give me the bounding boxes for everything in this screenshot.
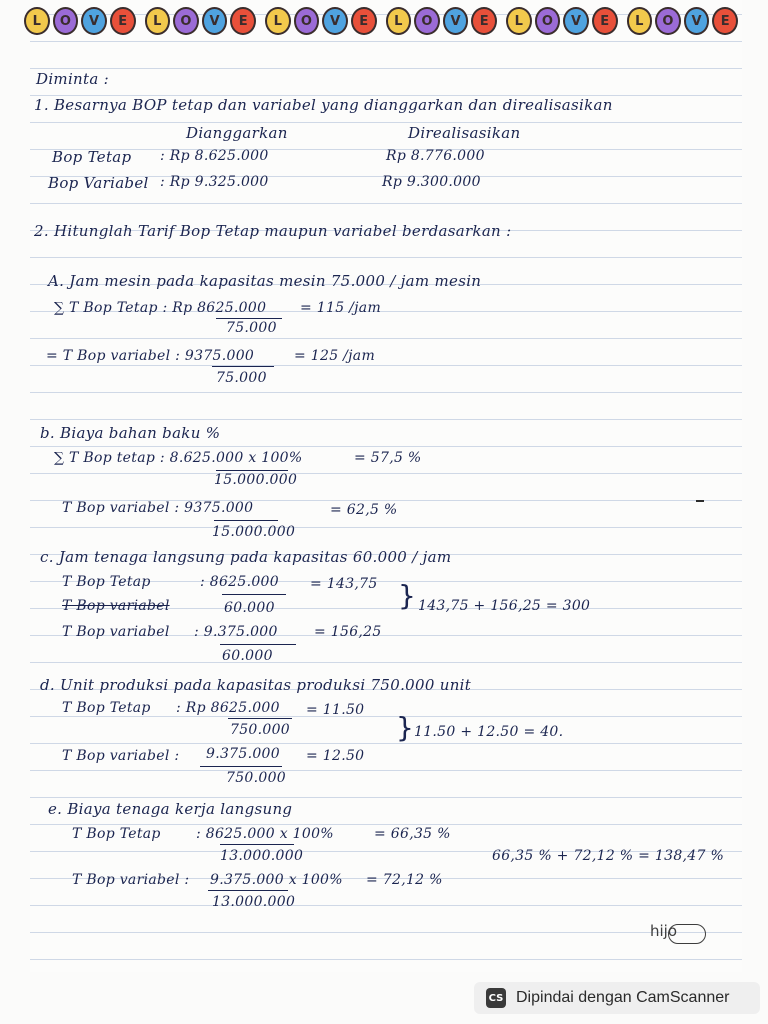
part-b-tetap-fraction-bar (216, 470, 288, 471)
love-letter-l: L (145, 7, 171, 35)
camscanner-logo-icon: CS (486, 988, 506, 1008)
love-letter-o: O (294, 7, 320, 35)
part-d-heading: d. Unit produksi pada kapasitas produksi 750.000 unit (40, 676, 472, 694)
part-e-tetap-denominator: 13.000.000 (220, 848, 304, 864)
love-letter-o: O (655, 7, 681, 35)
part-b-heading: b. Biaya bahan baku % (40, 424, 221, 442)
part-e-tetap-result: = 66,35 % (374, 826, 451, 842)
part-b-variabel-result: = 62,5 % (330, 502, 398, 518)
hijo-stamp: hijo (650, 922, 678, 940)
part-b-tetap-numerator: ∑ T Bop tetap : 8.625.000 x 100% (54, 450, 303, 466)
row-bop-tetap-label: Bop Tetap (52, 148, 132, 166)
question-2: 2. Hitunglah Tarif Bop Tetap maupun variabel berdasarkan : (34, 222, 512, 240)
cloud-icon (668, 924, 706, 944)
part-d-tetap-numerator: : Rp 8625.000 (176, 700, 280, 716)
column-direalisasikan: Direalisasikan (408, 124, 521, 142)
row-bop-tetap-budget: : Rp 8.625.000 (160, 148, 269, 164)
part-a-variabel-denominator: 75.000 (216, 370, 267, 386)
love-letter-o: O (535, 7, 561, 35)
part-b-variabel-fraction-bar (214, 520, 278, 521)
love-letter-e: E (471, 7, 497, 35)
love-letter-o: O (53, 7, 79, 35)
part-e-variabel-result: = 72,12 % (366, 872, 443, 888)
part-a-variabel-fraction-bar (212, 366, 274, 367)
part-b-tetap-denominator: 15.000.000 (214, 472, 298, 488)
part-e-total: 66,35 % + 72,12 % = 138,47 % (492, 848, 725, 864)
part-d-variabel-result: = 12.50 (306, 748, 365, 764)
part-e-tetap-label: T Bop Tetap (72, 826, 161, 842)
love-letter-l: L (627, 7, 653, 35)
love-letter-v: V (202, 7, 228, 35)
love-letter-v: V (443, 7, 469, 35)
part-d-variabel-denominator: 750.000 (226, 770, 286, 786)
part-e-tetap-fraction-bar (220, 844, 294, 845)
part-a-variabel-numerator: = T Bop variabel : 9375.000 (46, 348, 255, 364)
love-letter-l: L (386, 7, 412, 35)
part-e-variabel-denominator: 13.000.000 (212, 894, 296, 910)
part-e-tetap-numerator: : 8625.000 x 100% (196, 826, 334, 842)
part-c-tetap-fraction-bar (222, 594, 286, 595)
camscanner-watermark (474, 982, 760, 1014)
love-letter-l: L (506, 7, 532, 35)
part-e-variabel-label: T Bop variabel : (72, 872, 190, 888)
part-b-variabel-numerator: T Bop variabel : 9375.000 (62, 500, 254, 516)
part-c-variabel-result: = 156,25 (314, 624, 382, 640)
part-c-tetap-numerator: : 8625.000 (200, 574, 279, 590)
part-d-total: 11.50 + 12.50 = 40. (414, 724, 564, 740)
love-letter-e: E (351, 7, 377, 35)
love-letter-e: E (592, 7, 618, 35)
part-a-tetap-fraction-bar (216, 318, 282, 319)
row-bop-variabel-label: Bop Variabel (48, 174, 149, 192)
love-letter-v: V (684, 7, 710, 35)
heading-diminta: Diminta : (36, 70, 109, 88)
part-c-tetap-denominator: 60.000 (224, 600, 275, 616)
love-header-strip (24, 4, 744, 38)
part-d-variabel-label: T Bop variabel : (62, 748, 180, 764)
part-c-variabel-fraction-bar (220, 644, 296, 645)
love-letter-e: E (712, 7, 738, 35)
column-dianggarkan: Dianggarkan (186, 124, 288, 142)
part-b-variabel-denominator: 15.000.000 (212, 524, 296, 540)
part-d-tetap-denominator: 750.000 (230, 722, 290, 738)
part-c-tetap-label: T Bop Tetap (62, 574, 151, 590)
part-e-variabel-numerator: 9.375.000 x 100% (210, 872, 343, 888)
love-letter-o: O (414, 7, 440, 35)
row-bop-tetap-actual: Rp 8.776.000 (386, 148, 485, 164)
row-bop-variabel-budget: : Rp 9.325.000 (160, 174, 269, 190)
part-c-total: 143,75 + 156,25 = 300 (418, 598, 591, 614)
part-c-brace: } (398, 579, 416, 612)
part-a-heading: A. Jam mesin pada kapasitas mesin 75.000 / jam mesin (48, 272, 482, 290)
part-e-heading: e. Biaya tenaga kerja langsung (48, 800, 293, 818)
part-a-tetap-denominator: 75.000 (226, 320, 277, 336)
love-letter-v: V (563, 7, 589, 35)
love-letter-l: L (265, 7, 291, 35)
love-letter-o: O (173, 7, 199, 35)
part-c-struck-label: T Bop variabel (62, 598, 170, 614)
love-letter-v: V (81, 7, 107, 35)
part-e-variabel-fraction-bar (208, 890, 288, 891)
part-d-tetap-label: T Bop Tetap (62, 700, 151, 716)
part-c-variabel-label: T Bop variabel (62, 624, 170, 640)
part-c-heading: c. Jam tenaga langsung pada kapasitas 60.000 / jam (40, 548, 452, 566)
love-letter-v: V (322, 7, 348, 35)
love-letter-l: L (24, 7, 50, 35)
part-a-tetap-result: = 115 /jam (300, 300, 382, 316)
part-d-variabel-numerator: 9.375.000 (206, 746, 280, 762)
part-c-variabel-denominator: 60.000 (222, 648, 273, 664)
part-b-tetap-result: = 57,5 % (354, 450, 422, 466)
part-d-variabel-fraction-bar (200, 766, 282, 767)
part-c-tetap-result: = 143,75 (310, 576, 378, 592)
love-letter-e: E (230, 7, 256, 35)
row-bop-variabel-actual: Rp 9.300.000 (382, 174, 481, 190)
love-letter-e: E (110, 7, 136, 35)
part-c-variabel-numerator: : 9.375.000 (194, 624, 278, 640)
stray-mark (696, 500, 704, 502)
part-d-brace: } (396, 711, 414, 744)
question-1: 1. Besarnya BOP tetap dan variabel yang dianggarkan dan direalisasikan (34, 96, 613, 114)
camscanner-text: Dipindai dengan CamScanner (516, 989, 730, 1006)
part-a-variabel-result: = 125 /jam (294, 348, 376, 364)
part-d-tetap-result: = 11.50 (306, 702, 365, 718)
part-a-tetap-numerator: ∑ T Bop Tetap : Rp 8625.000 (54, 300, 267, 316)
part-d-tetap-fraction-bar (228, 718, 292, 719)
